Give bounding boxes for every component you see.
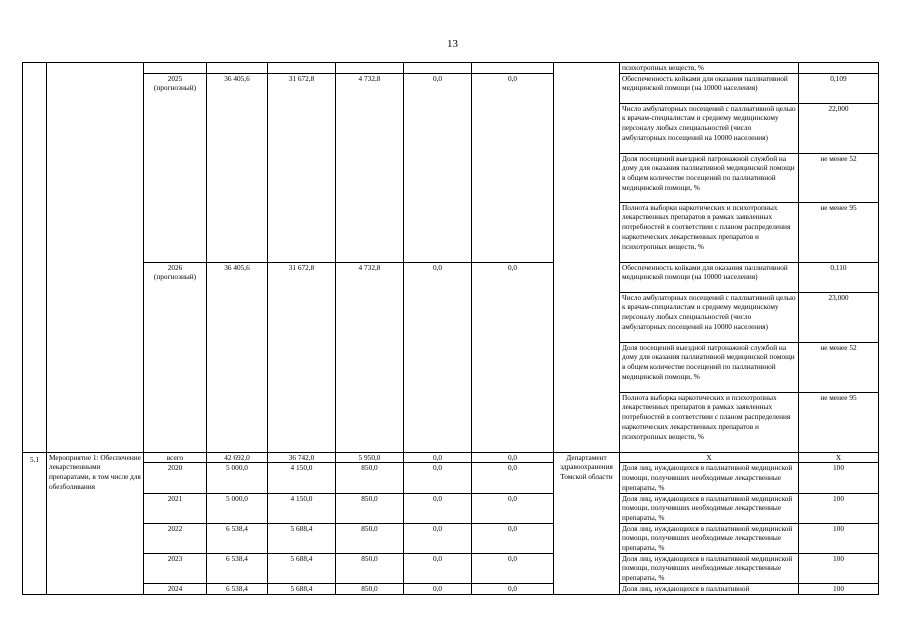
value-federal: 31 672,8 <box>268 73 336 262</box>
section-name-cell <box>47 63 144 453</box>
value-local: 0,0 <box>404 452 472 463</box>
value-total: 5 000,0 <box>207 493 268 523</box>
value-other: 0,0 <box>472 452 554 463</box>
value-total: 36 405,6 <box>207 262 268 452</box>
value-regional: 850,0 <box>336 493 404 523</box>
target-value: 100 <box>799 523 879 553</box>
value-local: 0,0 <box>404 262 472 452</box>
table-row <box>23 262 879 292</box>
value-other: 0,0 <box>472 583 554 594</box>
value-federal: 5 688,4 <box>268 553 336 583</box>
target-value: 100 <box>799 553 879 583</box>
indicator-text: Доля посещений выездной патронажной службой на дому для оказания паллиативной медицинской помощи в общем количестве посещений по паллиативной медицинской помощи, % <box>620 153 799 202</box>
program-table <box>22 62 879 595</box>
value-federal: 31 672,8 <box>268 262 336 452</box>
target-value: 100 <box>799 583 879 594</box>
value-federal: 36 742,0 <box>268 452 336 463</box>
indicator-text: Доля лиц, нуждающихся в паллиативной медицинской помощи, получивших необходимые лекарственные препараты, % <box>620 523 799 553</box>
department-name: Департамент здравоохранения Томской области <box>554 452 620 594</box>
value-federal: 4 150,0 <box>268 463 336 493</box>
value-local: 0,0 <box>404 523 472 553</box>
table-row <box>23 463 879 493</box>
value-other: 0,0 <box>472 493 554 523</box>
target-value: 100 <box>799 493 879 523</box>
target-value: 22,000 <box>799 103 879 153</box>
activity-number: 5.1 <box>23 452 47 594</box>
year-cell: 2024 <box>144 583 207 594</box>
table-row <box>23 583 879 594</box>
year-cell: 2026 (прогнозный) <box>144 262 207 452</box>
year-cell: 2023 <box>144 553 207 583</box>
table-row <box>23 553 879 583</box>
value-regional: 850,0 <box>336 523 404 553</box>
year-cell: 2021 <box>144 493 207 523</box>
target-value: 23,000 <box>799 292 879 342</box>
indicator-text: Доля лиц, нуждающихся в паллиативной медицинской помощи, получивших необходимые лекарственные препараты, % <box>620 463 799 493</box>
indicator-text: Доля лиц, нуждающихся в паллиативной медицинской помощи, получивших необходимые лекарственные препараты, % <box>620 493 799 523</box>
value-regional: 4 732,8 <box>336 73 404 262</box>
indicator-text: Х <box>620 452 799 463</box>
indicator-text: Обеспеченность койками для оказания паллиативной медицинской помощи (на 10000 населения) <box>620 262 799 292</box>
indicator-text: Доля посещений выездной патронажной службой на дому для оказания паллиативной медицинской помощи в общем количестве посещений по паллиативной медицинской помощи, % <box>620 342 799 392</box>
indicator-text: Полнота выборка наркотических и психотропных лекарственных препаратов в рамках заявленных потребностей в соответствии с планом распределения наркотических лекарственных препаратов и психотропных веществ, % <box>620 392 799 452</box>
table-row <box>23 493 879 523</box>
value-local: 0,0 <box>404 493 472 523</box>
value-regional: 5 950,0 <box>336 452 404 463</box>
value-regional: 4 732,8 <box>336 262 404 452</box>
indicator-text: Обеспеченность койками для оказания паллиативной медицинской помощи (на 10000 населения) <box>620 73 799 103</box>
department-cell <box>554 63 620 453</box>
activity-name: Мероприятие 1: Обеспечение лекарственными препаратами, в том числе для обезболивания <box>47 452 144 594</box>
page-number: 13 <box>447 38 458 50</box>
value-other: 0,0 <box>472 463 554 493</box>
target-value: Х <box>799 452 879 463</box>
target-value: не менее 52 <box>799 342 879 392</box>
target-value: 0,110 <box>799 262 879 292</box>
section-number-cell <box>23 63 47 453</box>
target-value: 100 <box>799 463 879 493</box>
value-total: 6 538,4 <box>207 523 268 553</box>
table-row <box>23 523 879 553</box>
target-value: не менее 52 <box>799 153 879 202</box>
value-regional: 850,0 <box>336 583 404 594</box>
indicator-text: Число амбулаторных посещений с паллиативной целью к врачам-специалистам и среднему медицинскому персоналу любых специальностей (число амбулаторных посещений на 10000 населения) <box>620 103 799 153</box>
value-local: 0,0 <box>404 73 472 262</box>
value-total: 6 538,4 <box>207 583 268 594</box>
indicator-text: Доля лиц, нуждающихся в паллиативной <box>620 583 799 594</box>
value-other: 0,0 <box>472 523 554 553</box>
value-local: 0,0 <box>404 583 472 594</box>
target-value: не менее 95 <box>799 392 879 452</box>
value-regional: 850,0 <box>336 463 404 493</box>
table-row <box>23 73 879 103</box>
value-other: 0,0 <box>472 553 554 583</box>
value-total: 42 692,0 <box>207 452 268 463</box>
indicator-text: психотропных веществ, % <box>620 63 799 74</box>
year-cell: 2022 <box>144 523 207 553</box>
target-value: не менее 95 <box>799 202 879 262</box>
year-cell: 2020 <box>144 463 207 493</box>
value-local: 0,0 <box>404 463 472 493</box>
value-other: 0,0 <box>472 73 554 262</box>
activity-total-row <box>23 452 879 463</box>
value-federal: 5 688,4 <box>268 523 336 553</box>
value-regional: 850,0 <box>336 553 404 583</box>
year-cell: всего <box>144 452 207 463</box>
value-other: 0,0 <box>472 262 554 452</box>
value-total: 6 538,4 <box>207 553 268 583</box>
value-federal: 4 150,0 <box>268 493 336 523</box>
indicator-text: Доля лиц, нуждающихся в паллиативной медицинской помощи, получивших необходимые лекарственные препараты, % <box>620 553 799 583</box>
value-total: 5 000,0 <box>207 463 268 493</box>
carry-over-row <box>23 63 879 74</box>
indicator-text: Число амбулаторных посещений с паллиативной целью к врачам-специалистам и среднему медицинскому персоналу любых специальностей (число амбулаторных посещений на 10000 населения) <box>620 292 799 342</box>
year-cell: 2025 (прогнозный) <box>144 73 207 262</box>
target-value: 0,109 <box>799 73 879 103</box>
indicator-text: Полнота выборки наркотических и психотропных лекарственных препаратов в рамках заявленных потребностей в соответствии с планом распределения наркотических лекарственных препаратов и психотропных веществ, % <box>620 202 799 262</box>
value-federal: 5 688,4 <box>268 583 336 594</box>
value-local: 0,0 <box>404 553 472 583</box>
value-total: 36 405,6 <box>207 73 268 262</box>
